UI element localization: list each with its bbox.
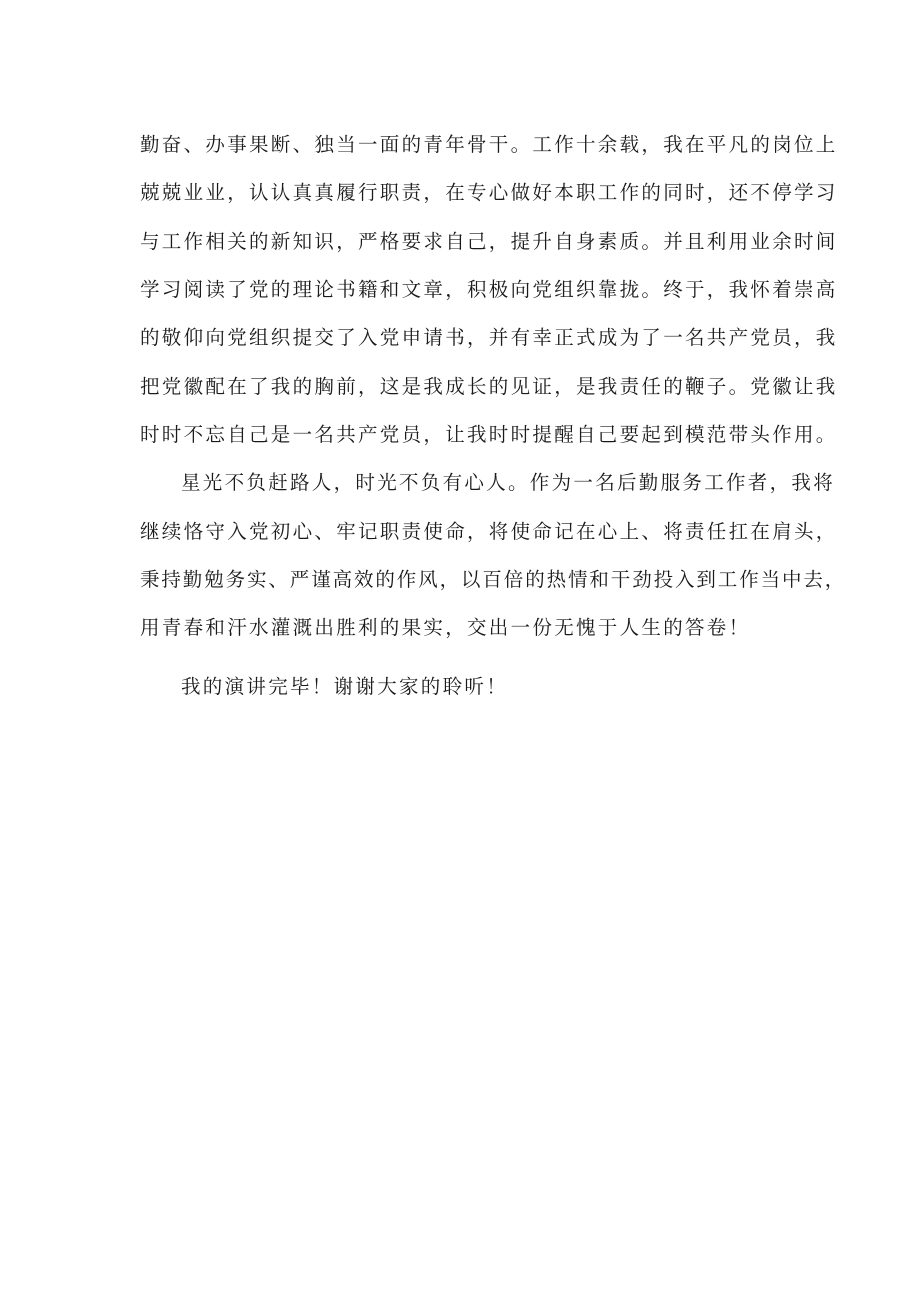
text-line: 把党徽配在了我的胸前，这是我成长的见证，是我责任的鞭子。党徽让我 bbox=[140, 375, 838, 398]
text-line: 继续恪守入党初心、牢记职责使命，将使命记在心上、将责任扛在肩头， bbox=[140, 520, 838, 543]
text-line: 勤奋、办事果断、独当一面的青年骨干。工作十余载，我在平凡的岗位上 bbox=[140, 133, 838, 156]
text-line: 用青春和汗水灌溉出胜利的果实，交出一份无愧于人生的答卷！ bbox=[140, 616, 751, 639]
closing-line: 我的演讲完毕！谢谢大家的聆听！ bbox=[181, 675, 509, 698]
text-line: 学习阅读了党的理论书籍和文章，积极向党组织靠拢。终于，我怀着崇高 bbox=[140, 278, 838, 301]
paragraph-first-line: 星光不负赶路人，时光不负有心人。作为一名后勤服务工作者，我将 bbox=[181, 471, 836, 494]
text-line: 的敬仰向党组织提交了入党申请书，并有幸正式成为了一名共产党员，我 bbox=[140, 326, 838, 349]
text-line: 秉持勤勉务实、严谨高效的作风，以百倍的热情和干劲投入到工作当中去， bbox=[140, 568, 847, 591]
text-line: 兢兢业业，认认真真履行职责，在专心做好本职工作的同时，还不停学习 bbox=[140, 181, 838, 204]
text-line: 与工作相关的新知识，严格要求自己，提升自身素质。并且利用业余时间 bbox=[140, 230, 838, 253]
text-line: 时时不忘自己是一名共产党员，让我时时提醒自己要起到模范带头作用。 bbox=[140, 423, 838, 446]
